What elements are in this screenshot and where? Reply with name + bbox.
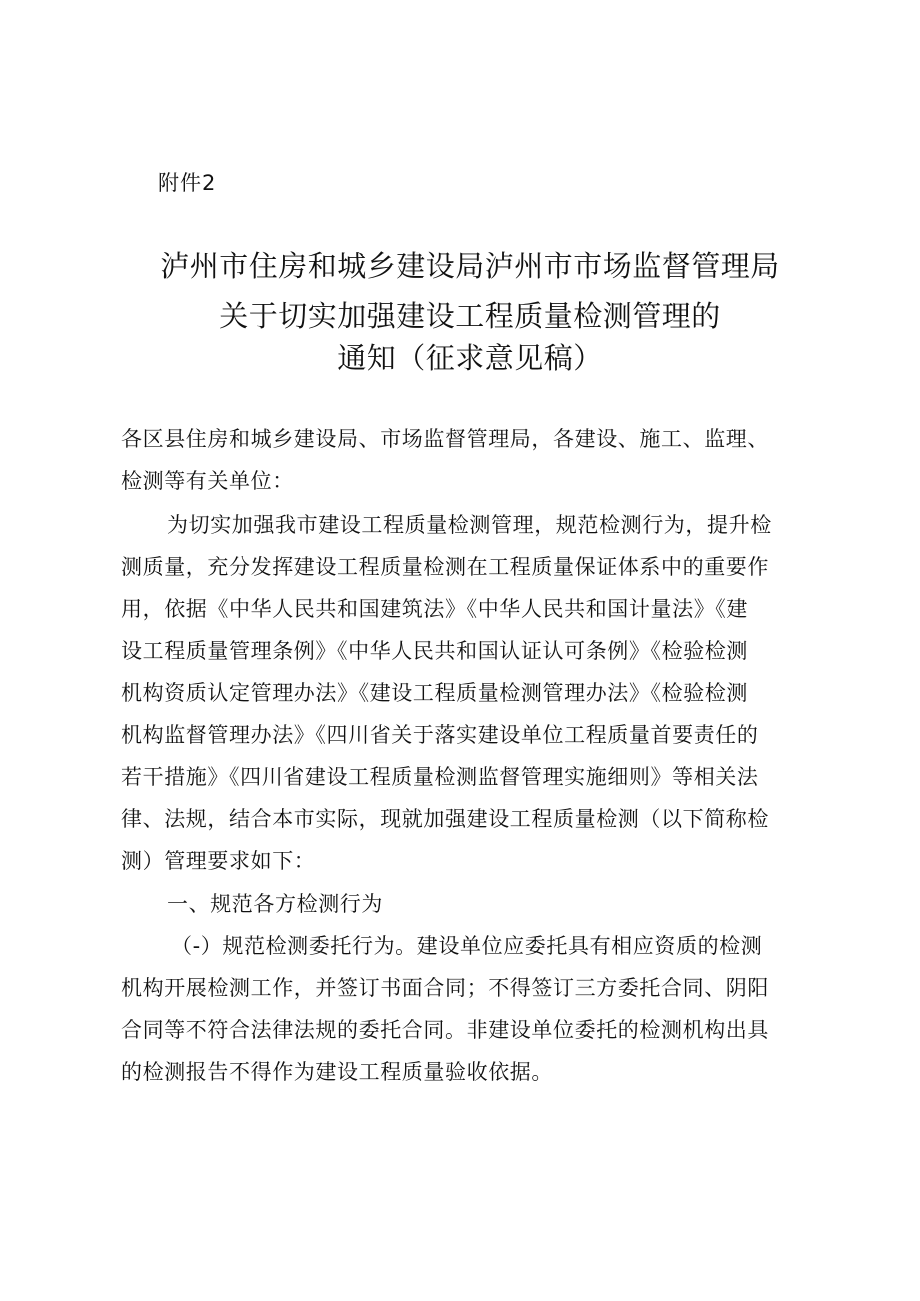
clause-line: 合同等不符合法律法规的委托合同。非建设单位委托的检测机构出具 bbox=[121, 1018, 769, 1042]
intro-line: 用，依据《中华人民共和国建筑法》《中华人民共和国计量法》《建 bbox=[121, 597, 748, 621]
intro-line: 机构资质认定管理办法》《建设工程质量检测管理办法》《检验检测 bbox=[121, 681, 748, 705]
addressee-line: 各区县住房和城乡建设局、市场监督管理局，各建设、施工、监理、 bbox=[121, 427, 769, 451]
intro-line: 若干措施》《四川省建设工程质量检测监督管理实施细则》等相关法 bbox=[121, 765, 759, 789]
attachment-label: 附件2 bbox=[158, 171, 217, 195]
intro-paragraph bbox=[121, 504, 819, 882]
clause-line: 的检测报告不得作为建设工程质量验收依据。 bbox=[121, 1060, 553, 1084]
title-line-1: 泸州市住房和城乡建设局泸州市市场监督管理局 bbox=[160, 249, 780, 283]
addressee bbox=[121, 418, 819, 502]
clause-paragraph bbox=[121, 925, 819, 1093]
title-line-3: 通知（征求意见稿） bbox=[337, 341, 603, 375]
section-heading: 一、规范各方检测行为 bbox=[167, 892, 383, 916]
intro-line: 为切实加强我市建设工程质量检测管理，规范检测行为，提升检 bbox=[167, 513, 772, 537]
intro-line: 测质量，充分发挥建设工程质量检测在工程质量保证体系中的重要作 bbox=[121, 555, 769, 579]
section-heading-block bbox=[121, 883, 819, 925]
clause-line: （-）规范检测委托行为。建设单位应委托具有相应资质的检测 bbox=[171, 934, 763, 958]
intro-line: 设工程质量管理条例》《中华人民共和国认证认可条例》《检验检测 bbox=[121, 639, 748, 663]
intro-line: 律、法规，结合本市实际，现就加强建设工程质量检测（以下简称检 bbox=[121, 807, 769, 831]
clause-line: 机构开展检测工作，并签订书面合同；不得签订三方委托合同、阴阳 bbox=[121, 976, 769, 1000]
intro-line: 机构监督管理办法》《四川省关于落实建设单位工程质量首要责任的 bbox=[121, 723, 759, 747]
title-line-2: 关于切实加强建设工程质量检测管理的 bbox=[219, 299, 721, 333]
addressee-line: 检测等有关单位： bbox=[121, 469, 294, 493]
intro-line: 测）管理要求如下： bbox=[121, 849, 316, 873]
